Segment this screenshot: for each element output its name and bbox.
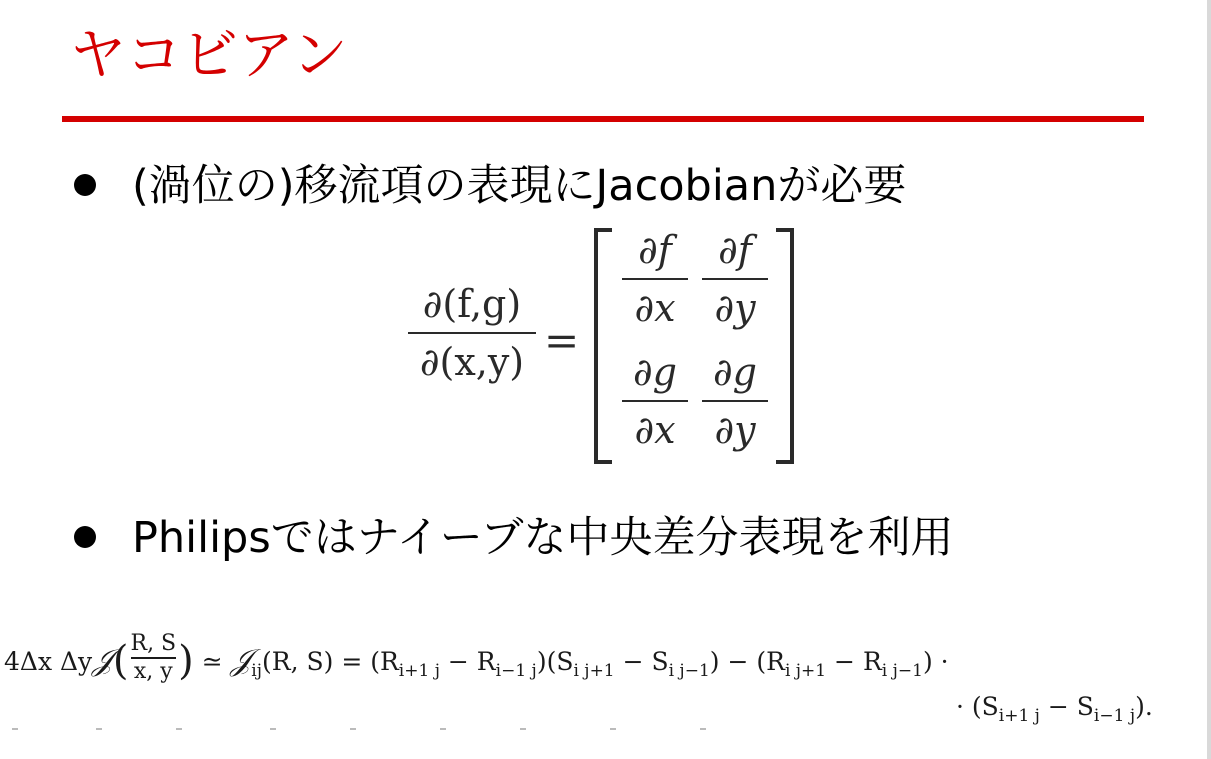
cropped-text-remnant bbox=[0, 724, 760, 734]
sub-2: i−1 j bbox=[495, 661, 537, 681]
cell-11-den: ∂x bbox=[634, 286, 676, 330]
inline-fraction bbox=[131, 631, 177, 685]
cell-12-den: ∂y bbox=[714, 286, 756, 330]
open-paren: ( bbox=[112, 638, 129, 684]
cell-21-num: ∂g bbox=[633, 350, 677, 394]
line2-sub-b: i−1 j bbox=[1093, 706, 1136, 726]
slide-edge bbox=[1207, 0, 1211, 759]
remnant-mark bbox=[176, 728, 182, 730]
matrix-cell-21 bbox=[622, 350, 688, 452]
fraction-bar bbox=[702, 278, 768, 280]
sub-5: i j+1 bbox=[784, 661, 827, 681]
bullet-text-1: (渦位の)移流項の表現にJacobianが必要 bbox=[132, 161, 907, 211]
fraction-bar bbox=[622, 400, 688, 402]
formula-line-1 bbox=[4, 630, 949, 691]
term-2: − R bbox=[439, 647, 496, 676]
remnant-mark bbox=[700, 728, 706, 730]
sub-1: i+1 j bbox=[398, 661, 440, 681]
cell-22-num: ∂g bbox=[713, 350, 757, 394]
line2-b: − S bbox=[1039, 692, 1094, 721]
matrix-right-bracket bbox=[776, 228, 794, 464]
matrix-cell-12 bbox=[702, 228, 768, 330]
jacobian-lhs bbox=[408, 282, 536, 384]
bullet-dot-icon bbox=[74, 526, 96, 548]
formula-prefix: 4Δx Δy bbox=[4, 647, 93, 676]
remnant-mark bbox=[96, 728, 102, 730]
matrix-left-bracket bbox=[594, 228, 612, 464]
inline-frac-num: R, S bbox=[130, 630, 177, 656]
line2-a: · (S bbox=[956, 692, 999, 721]
inline-frac-den: x, y bbox=[133, 658, 173, 684]
cell-22-den: ∂y bbox=[714, 408, 756, 452]
term-3: )(S bbox=[536, 647, 574, 676]
bullet-text-2: Philipsではナイーブな中央差分表現を利用 bbox=[132, 513, 954, 563]
remnant-mark bbox=[520, 728, 526, 730]
term-4: − S bbox=[614, 647, 669, 676]
bullet-dot-icon bbox=[74, 174, 96, 196]
approx-sign: ≃ bbox=[201, 647, 223, 676]
sub-3: i j+1 bbox=[573, 661, 615, 681]
fraction-bar bbox=[408, 332, 536, 334]
remnant-mark bbox=[350, 728, 356, 730]
remnant-mark bbox=[270, 728, 276, 730]
sub-4: i j−1 bbox=[668, 661, 710, 681]
cell-12-num: ∂f bbox=[718, 228, 752, 272]
sub-6: i j−1 bbox=[881, 661, 923, 681]
matrix-cell-11 bbox=[622, 228, 688, 330]
lhs-denominator: ∂(x,y) bbox=[419, 340, 525, 384]
line2-c: ). bbox=[1135, 692, 1153, 721]
script-j: 𝒥 bbox=[92, 643, 113, 678]
term-7: ) · bbox=[922, 647, 949, 676]
formula-line-2 bbox=[956, 692, 1153, 726]
bullet-item-2 bbox=[74, 510, 954, 566]
term-5: ) − (R bbox=[709, 647, 785, 676]
jacobian-formula bbox=[408, 222, 808, 472]
bullet-item-1 bbox=[74, 158, 906, 214]
remnant-mark bbox=[12, 728, 18, 730]
rhs-args: (R, S) = (R bbox=[262, 647, 399, 676]
fraction-bar bbox=[622, 278, 688, 280]
remnant-mark bbox=[440, 728, 446, 730]
equals-sign: = bbox=[544, 316, 580, 365]
term-6: − R bbox=[826, 647, 882, 676]
close-paren: ) bbox=[178, 638, 194, 684]
line2-sub-a: i+1 j bbox=[998, 706, 1040, 726]
matrix-cell-22 bbox=[702, 350, 768, 452]
slide-title: ヤコビアン bbox=[70, 23, 348, 88]
script-j-rhs: 𝒥 bbox=[230, 643, 252, 678]
remnant-mark bbox=[610, 728, 616, 730]
title-underline bbox=[62, 116, 1144, 122]
fraction-bar bbox=[702, 400, 768, 402]
lhs-numerator: ∂(f,g) bbox=[422, 282, 522, 326]
sub-ij: ij bbox=[251, 661, 263, 681]
cell-11-num: ∂f bbox=[638, 228, 672, 272]
cell-21-den: ∂x bbox=[634, 408, 676, 452]
